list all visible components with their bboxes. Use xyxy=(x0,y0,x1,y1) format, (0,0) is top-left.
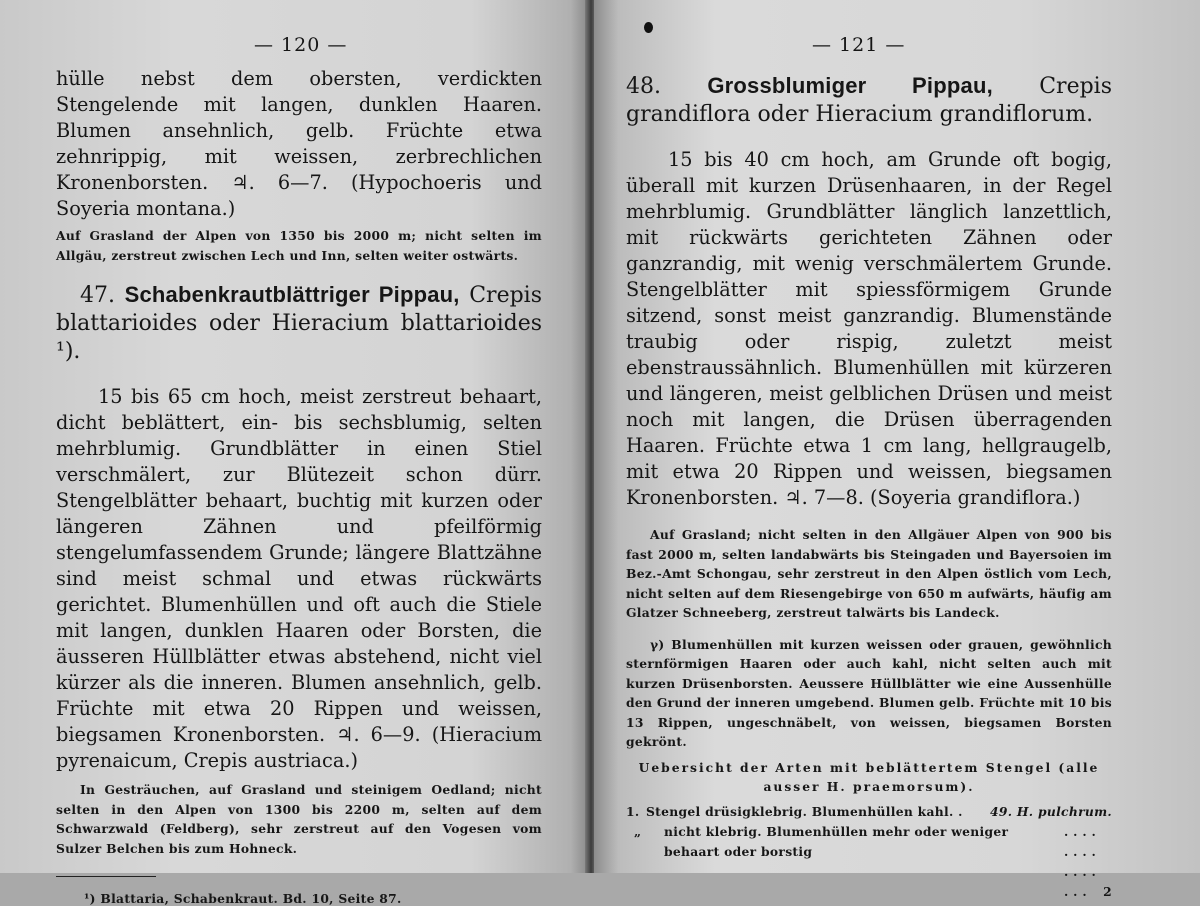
species-name: Schabenkrautblättriger Pippau, xyxy=(124,282,460,307)
key-reference: 2 xyxy=(1103,883,1112,899)
species-name: Grossblumiger Pippau, xyxy=(707,73,993,98)
intro-distribution: Auf Grasland der Alpen von 1350 bis 2000 m; nicht selten im Allgäu, zerstreut zwischen Lech und Inn, selten weiter ostwärts. xyxy=(56,228,542,263)
key-row xyxy=(626,802,1112,822)
species-number: 47. xyxy=(80,283,115,308)
page-number: — 120 — xyxy=(254,34,348,56)
key-reference: 49. H. pulchrum. xyxy=(989,803,1112,819)
species-description: 15 bis 65 cm hoch, meist zerstreut behaart, dicht beblättert, ein- bis sechsblumig, selten mehrblumig. Grundblätter in einen Stiel verschmälert, zur Blütezeit schon dürr. Stengelblätter behaart, buchtig mit kurzen oder längeren Zähnen und pfeilförmig stengelumfassendem Grunde; längere Blattzähne sind meist schmal und etwas rückwärts gerichtet. Blumenhüllen und oft auch die Stiele mit langen, dunklen Haaren oder Borsten, die äusseren Hüllblätter etwas abstehend, nicht viel kürzer als die inneren. Blumen ansehnlich, gelb. Früchte mit etwa 20 Rippen und weissen, biegsamen Kronenborsten. ♃. 6—9. (Hieracium pyrenaicum, Crepis austriaca.) xyxy=(56,385,542,772)
right-page xyxy=(594,0,1200,899)
left-page xyxy=(0,0,588,906)
species-heading xyxy=(626,72,1112,129)
species-distribution: In Gesträuchen, auf Grasland und steinigem Oedland; nicht selten in den Alpen von 1300 bis 2200 m, selten auf dem Schwarzwald (Feldberg), sehr zerstreut auf den Vogesen vom Sulzer Belchen bis zum Hohneck. xyxy=(56,782,542,856)
gamma-section: γ) Blumenhüllen mit kurzen weissen oder grauen, gewöhnlich sternförmigen Haaren oder auch kahl, nicht selten auch mit kurzen Drüsenborsten. Aeussere Hüllblätter wie eine Aussenhülle den Grund der inneren umgebend. Blumen gelb. Früchte mit 10 bis 13 Rippen, ungeschnäbelt, von weissen, biegsamen Borsten gekrönt. xyxy=(626,636,1112,749)
key-row xyxy=(626,822,1112,902)
species-description: 15 bis 40 cm hoch, am Grunde oft bogig, überall mit kurzen Drüsenhaaren, in der Regel mehrblumig. Grundblätter länglich lanzettlich, mit rückwärts gerichteten Zähnen oder ganzrandig, mit wenig verschmälertem Grunde. Stengelblätter mit spiessförmigem Grunde sitzend, sonst meist ganzrandig. Blumenstände traubig oder rispig, zuletzt meist ebenstraussähnlich. Blumenhüllen mit kürzeren und längeren, meist gelblichen Drüsen und meist noch mit langen, die Drüsen überragenden Haaren. Früchte etwa 1 cm lang, hellgraugelb, mit etwa 20 Rippen und weissen, biegsamen Kronenborsten. ♃. 7—8. (Soyeria grandiflora.) xyxy=(626,148,1112,509)
species-latin: Crepis grandiflora oder Hieracium grandiflorum. xyxy=(626,74,1113,127)
ink-blot xyxy=(644,22,653,33)
page-number: — 121 — xyxy=(812,34,906,56)
key-dots: . . . . . . . . . . . . . . . xyxy=(1064,823,1097,899)
key-dots: . . xyxy=(948,803,963,819)
key-number: „ xyxy=(634,823,642,839)
key-text: Stengel drüsigklebrig. Blumenhüllen kahl xyxy=(646,803,949,819)
species-number: 48. xyxy=(626,74,661,99)
species-latin: Crepis blattarioides oder Hieracium blattarioides ¹). xyxy=(56,283,543,364)
identification-key xyxy=(626,802,1112,902)
species-heading xyxy=(56,281,542,366)
key-text: nicht klebrig. Blumenhüllen mehr oder weniger behaart oder borstig xyxy=(664,823,1009,859)
intro-paragraph: hülle nebst dem obersten, verdickten Stengelende mit langen, dunklen Haaren. Blumen ansehnlich, gelb. Früchte etwa zehnrippig, mit weissen, zerbrechlichen Kronenborsten. ♃. 6—7. (Hypochoeris und Soyeria montana.) xyxy=(56,67,542,220)
overview-title: Uebersicht der Arten mit beblättertem Stengel (alle ausser H. praemorsum). xyxy=(638,759,1100,794)
key-number: 1. xyxy=(626,803,640,819)
species-distribution: Auf Grasland; nicht selten in den Allgäuer Alpen von 900 bis fast 2000 m, selten landabwärts bis Steingaden und Bayersoien im Bez.-Amt Schongau, sehr zerstreut in den Alpen östlich vom Lech, nicht selten auf dem Riesengebirge von 650 m aufwärts, häufig am Glatzer Schneeberg, zerstreut talwärts bis Landeck. xyxy=(626,527,1112,620)
left-text-block xyxy=(56,66,542,906)
footnote: ¹) Blattaria, Schabenkraut. Bd. 10, Seite 87. xyxy=(84,891,402,906)
footnote-divider xyxy=(56,876,156,877)
right-text-block xyxy=(626,72,1112,902)
